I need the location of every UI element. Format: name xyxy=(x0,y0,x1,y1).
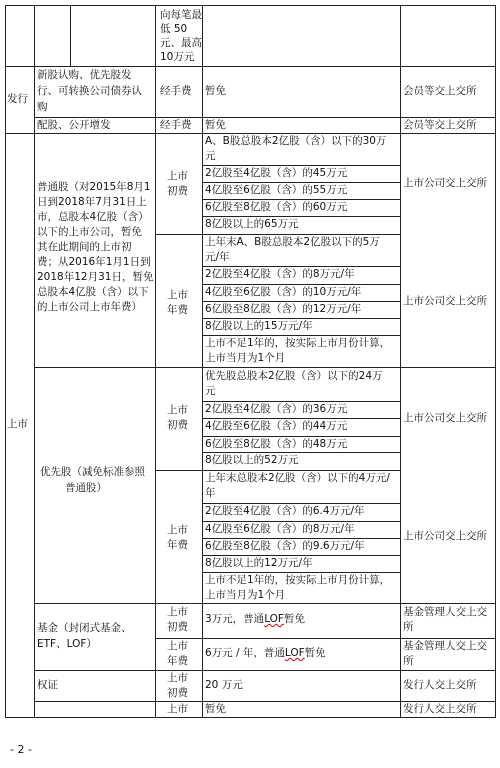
common-annual-rate-6a: 上市不足1年的，按实际上市月份计算， xyxy=(205,337,391,349)
common-item-line-3: 市，总股本4亿股（含） xyxy=(37,211,149,223)
preferred-initial-rate-4: 6亿股至8亿股（含）的48万元 xyxy=(205,438,348,450)
fund-initial-payer-1: 基金管理人交上交 xyxy=(403,606,487,618)
preferred-annual-rate-1b: 年 xyxy=(205,487,216,499)
common-initial-fee-2: 初费 xyxy=(167,185,188,197)
common-initial-rate-1a: A、B股总股本2亿股（含）以下的30万 xyxy=(205,135,387,147)
common-item-line-1: 普通股（对2015年8月1 xyxy=(37,181,151,193)
top-note-line-4: 10万元 xyxy=(160,51,195,63)
common-item-line-5: 其在此期间的上市初 xyxy=(37,241,132,253)
common-initial-fee-1: 上市 xyxy=(167,170,188,182)
fund-initial-payer-2: 所 xyxy=(403,621,414,633)
top-note-line-3: 元、最高 xyxy=(160,37,202,49)
common-item-line-9: 的上市公司上市年费） xyxy=(37,301,142,313)
last-rate: 暂免 xyxy=(205,703,226,715)
preferred-annual-payer: 上市公司交上交所 xyxy=(403,530,487,542)
preferred-initial-rate-5: 8亿股以上的52万元 xyxy=(205,454,299,466)
preferred-initial-fee-1: 上市 xyxy=(167,404,188,416)
common-initial-payer: 上市公司交上交所 xyxy=(403,177,487,189)
issue-item-1-line-1: 新股认购、优先股发 xyxy=(37,69,132,81)
warrant-item: 权证 xyxy=(37,679,58,691)
warrant-rate: 20 万元 xyxy=(205,679,243,691)
preferred-initial-rate-3: 4亿股至6亿股（含）的44万元 xyxy=(205,420,348,432)
preferred-initial-payer: 上市公司交上交所 xyxy=(403,412,487,424)
preferred-initial-rate-1a: 优先股总股本2亿股（含）以下的24万 xyxy=(205,370,383,382)
preferred-item-line-2: 普通股） xyxy=(65,482,107,494)
preferred-annual-rate-2: 2亿股至4亿股（含）的6.4万元/年 xyxy=(205,505,365,517)
fund-initial-fee-2: 初费 xyxy=(167,621,188,633)
fund-annual-rate: 6万元 / 年，普通LOF暂免 xyxy=(205,647,326,659)
fund-initial-rate: 3万元，普通LOF暂免 xyxy=(205,613,305,625)
issue-item-1-line-2: 行、可转换公司债券认 xyxy=(37,85,142,97)
common-annual-rate-1a: 上年末A、B股总股本2亿股以下的5万 xyxy=(205,236,380,248)
last-payer: 发行人交上交所 xyxy=(403,703,477,715)
preferred-initial-rate-2: 2亿股至4亿股（含）的36万元 xyxy=(205,403,348,415)
issue-item-1-line-3: 购 xyxy=(37,101,48,113)
common-annual-fee-2: 年费 xyxy=(167,304,188,316)
common-item-line-8: 总股本4亿股（含）以下 xyxy=(37,286,149,298)
top-note-line-1: 向每笔最 xyxy=(160,9,202,21)
common-initial-rate-5: 8亿股以上的65万元 xyxy=(205,218,299,230)
preferred-initial-rate-1b: 元 xyxy=(205,385,216,397)
common-annual-payer: 上市公司交上交所 xyxy=(403,295,487,307)
preferred-annual-rate-6b: 上市当月为1个月 xyxy=(205,589,286,601)
page-number: - 2 - xyxy=(10,743,32,756)
warrant-fee-2: 初费 xyxy=(167,687,188,699)
issue-fee-2: 经手费 xyxy=(160,119,192,131)
fund-annual-fee-1: 上市 xyxy=(167,640,188,652)
fund-annual-payer-2: 所 xyxy=(403,655,414,667)
issue-payer-2: 会员等交上交所 xyxy=(403,119,477,131)
preferred-item-line-1: 优先股（减免标准参照 xyxy=(40,466,145,478)
preferred-annual-rate-5: 8亿股以上的12万元/年 xyxy=(205,557,313,569)
warrant-payer: 发行人交上交所 xyxy=(403,679,477,691)
preferred-annual-rate-3: 4亿股至6亿股（含）的8万元/年 xyxy=(205,523,355,535)
common-annual-rate-3: 4亿股至6亿股（含）的10万元/年 xyxy=(205,286,362,298)
fund-item-line-1: 基金（封闭式基金、 xyxy=(37,622,132,634)
common-annual-rate-5: 8亿股以上的15万元/年 xyxy=(205,320,313,332)
fund-initial-fee-1: 上市 xyxy=(167,606,188,618)
warrant-fee-1: 上市 xyxy=(167,672,188,684)
common-initial-rate-2: 2亿股至4亿股（含）的45万元 xyxy=(205,167,348,179)
preferred-annual-rate-1a: 上年末总股本2亿股（含）以下的4万元/ xyxy=(205,472,390,484)
common-item-line-2: 日到2018年7月31日上 xyxy=(37,196,147,208)
top-note-line-2: 低 50 xyxy=(160,23,188,35)
fund-annual-payer-1: 基金管理人交上交 xyxy=(403,640,487,652)
common-annual-rate-6b: 上市当月为1个月 xyxy=(205,352,286,364)
common-initial-rate-4: 6亿股至8亿股（含）的60万元 xyxy=(205,201,348,213)
issue-item-2: 配股、公开增发 xyxy=(37,119,111,131)
issue-fee-1: 经手费 xyxy=(160,85,192,97)
common-annual-fee-1: 上市 xyxy=(167,289,188,301)
preferred-initial-fee-2: 初费 xyxy=(167,419,188,431)
last-fee: 上市 xyxy=(167,703,188,715)
preferred-annual-rate-4: 6亿股至8亿股（含）的9.6万元/年 xyxy=(205,540,365,552)
common-annual-rate-4: 6亿股至8亿股（含）的12万元/年 xyxy=(205,303,362,315)
fund-annual-fee-2: 年费 xyxy=(167,655,188,667)
preferred-annual-fee-1: 上市 xyxy=(167,524,188,536)
preferred-annual-fee-2: 年费 xyxy=(167,539,188,551)
common-annual-rate-1b: 元/年 xyxy=(205,251,230,263)
common-item-line-6: 费；从2016年1月1日到 xyxy=(37,256,151,268)
listing-category: 上市 xyxy=(7,418,28,430)
common-initial-rate-1b: 元 xyxy=(205,150,216,162)
common-annual-rate-2: 2亿股至4亿股（含）的8万元/年 xyxy=(205,268,355,280)
common-item-line-4: 以下的上市公司，暂免 xyxy=(37,226,142,238)
common-initial-rate-3: 4亿股至6亿股（含）的55万元 xyxy=(205,184,348,196)
common-item-line-7: 2018年12月31日，暂免 xyxy=(37,271,154,283)
issue-rate-2: 暂免 xyxy=(205,119,226,131)
issue-rate-1: 暂免 xyxy=(205,85,226,97)
issue-payer-1: 会员等交上交所 xyxy=(403,85,477,97)
issue-category: 发行 xyxy=(7,93,28,105)
preferred-annual-rate-6a: 上市不足1年的，按实际上市月份计算， xyxy=(205,574,391,586)
fund-item-line-2: ETF、LOF） xyxy=(37,638,97,650)
